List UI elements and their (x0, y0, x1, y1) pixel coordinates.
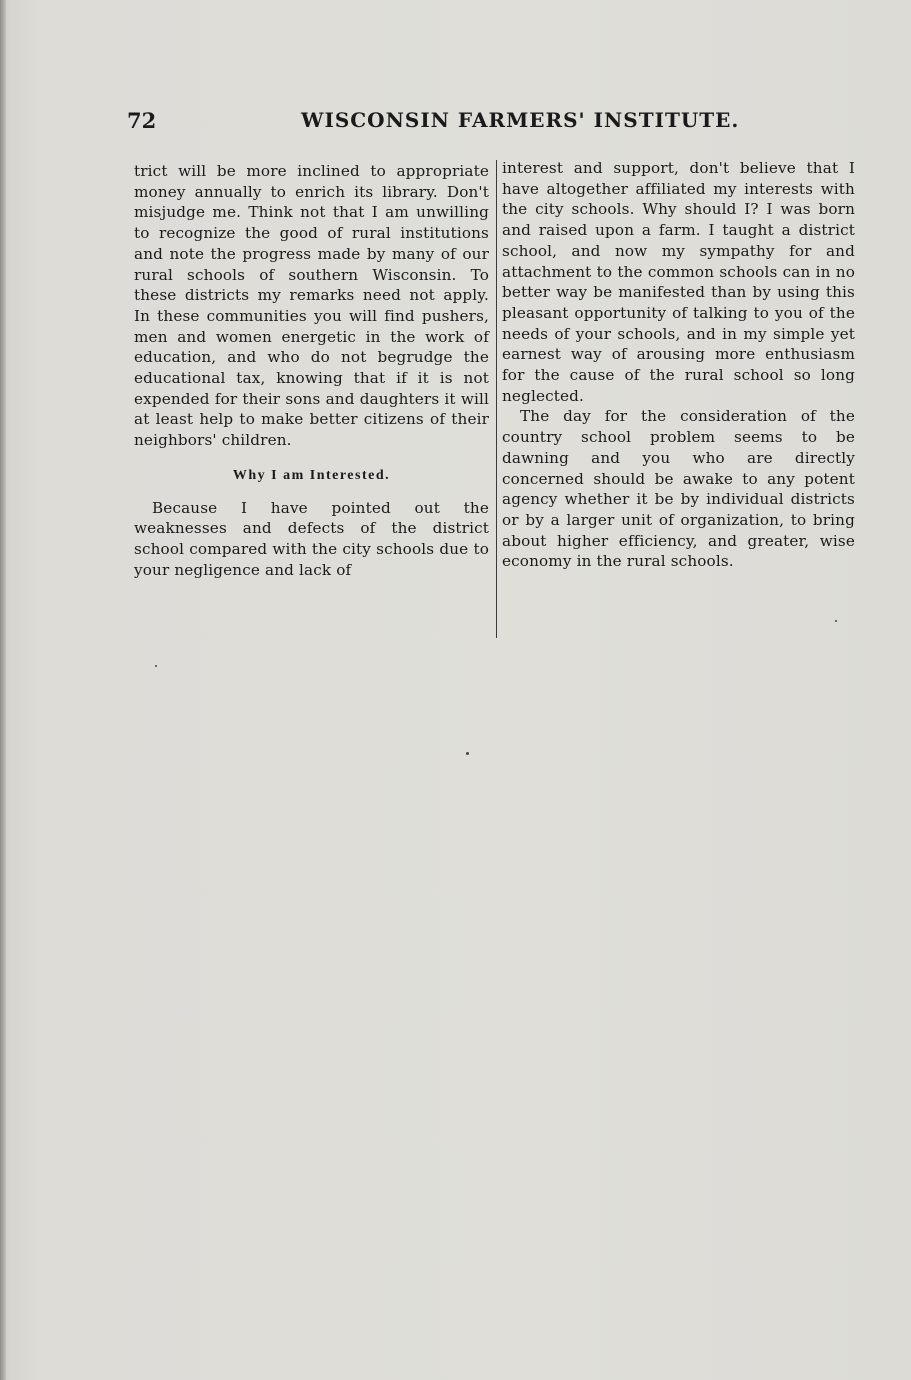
column-divider (496, 160, 497, 638)
section-heading: Why I am Interested. (232, 467, 391, 483)
left-column (134, 161, 489, 580)
running-title: WISCONSIN FARMERS' INSTITUTE. (301, 108, 740, 132)
paper-speck (155, 665, 157, 667)
right-column (502, 158, 855, 572)
paper-speck (466, 752, 469, 755)
right-paragraph-2: The day for the consideration of the country school problem seems to be dawning and you who are directly concerned should be awake to any potent agency whether it be by individual districts or by a larger unit of organization, to bring about higher efficiency, and greater, wise economy in the rural schools. (502, 407, 855, 571)
right-paragraph-1: interest and support, don't believe that I have altogether affiliated my interests with the city schools. Why should I? I was born and raised upon a farm. I taught a district school, and now my sympathy for and attachment to the common schools can in no better way be manifested than by using this pleasant opportunity of talking to you of the needs of your schools, and in my simple yet earnest way of arousing more enthusiasm for the cause of the rural school so long neglected. (502, 159, 855, 405)
page-edge-shadow (0, 0, 6, 1380)
left-paragraph-1: trict will be more inclined to appropriate money annually to enrich its library. Don't misjudge me. Think not that I am unwilling to recognize the good of rural institutions and note the progress made by many of our rural schools of southern Wisconsin. To these districts my remarks need not apply. In these communities you will find pushers, men and women energetic in the work of education, and who do not begrudge the educational tax, knowing that if it is not expended for their sons and daughters it will at least help to make better citizens of their neighbors' children. (134, 162, 489, 450)
running-header (127, 104, 740, 138)
paper-speck (835, 620, 837, 622)
left-paragraph-2: Because I have pointed out the weaknesses and defects of the district school compared with the city schools due to your negligence and lack of (134, 498, 489, 579)
page-number: 72 (127, 108, 157, 133)
